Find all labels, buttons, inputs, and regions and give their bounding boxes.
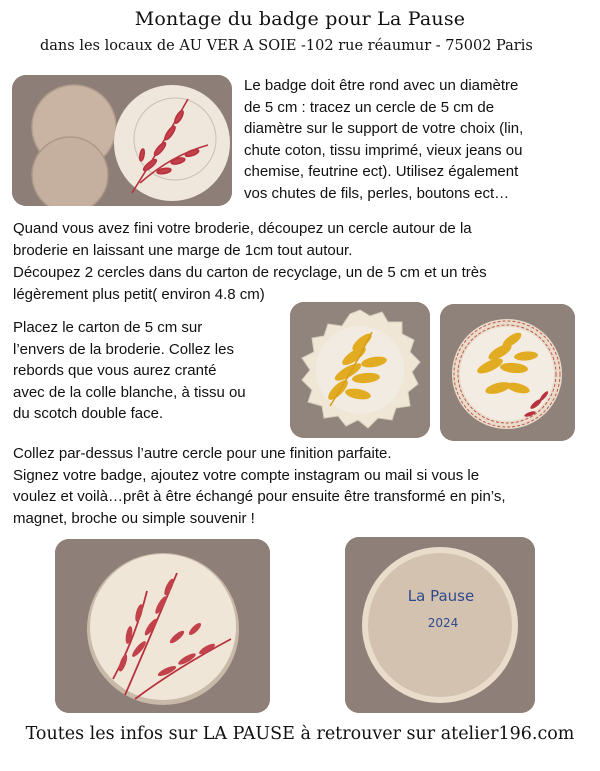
glue-paragraph xyxy=(13,317,280,425)
page-subtitle: dans les locaux de AU VER A SOIE -102 rue réaumur - 75002 Paris xyxy=(40,38,533,54)
glue-line: du scotch double face. xyxy=(13,405,164,422)
signature-year-text: 2024 xyxy=(427,616,459,630)
finish-line: voulez et voilà…prêt à être échangé pour ensuite être transformé en pin’s, xyxy=(13,488,506,505)
glue-line: Placez le carton de 5 cm sur xyxy=(13,319,203,336)
glue-line: rebords que vous aurez cranté xyxy=(13,362,217,379)
photo-badge-back-signed xyxy=(345,537,535,713)
photo-finished-badge-front xyxy=(55,539,270,713)
cut-paragraph xyxy=(13,218,588,261)
page-title: Montage du badge pour La Pause xyxy=(134,8,466,30)
cardboard-paragraph xyxy=(13,262,588,305)
photo-glued-badge xyxy=(440,304,575,441)
cardboard-line: Découpez 2 cercles dans du carton de recyclage, un de 5 cm et un très xyxy=(13,264,487,281)
photo-notched-fabric xyxy=(290,302,430,438)
signature-name-text: La Pause xyxy=(407,587,475,605)
photo-cardboard-and-embroidery xyxy=(12,75,232,206)
cut-line: Quand vous avez fini votre broderie, découpez un cercle autour de la xyxy=(13,220,472,237)
glue-line: l’envers de la broderie. Collez les xyxy=(13,340,234,358)
intro-line: Le badge doit être rond avec un diamètre xyxy=(244,77,519,94)
footer-text: Toutes les infos sur LA PAUSE à retrouver sur atelier196.com xyxy=(25,724,575,744)
intro-line: diamètre sur le support de votre choix (lin, xyxy=(244,120,524,137)
intro-line: de 5 cm : tracez un cercle de 5 cm de xyxy=(244,98,495,116)
intro-line: chemise, feutrine ect). Utilisez également xyxy=(244,163,519,180)
finish-line: Signez votre badge, ajoutez votre compte instagram ou mail si vous le xyxy=(13,466,480,484)
cardboard-line: légèrement plus petit( environ 4.8 cm) xyxy=(13,285,265,303)
intro-paragraph xyxy=(244,75,577,204)
finish-paragraph xyxy=(13,443,588,529)
finish-line: Collez par-dessus l’autre cercle pour une finition parfaite. xyxy=(13,445,392,462)
intro-line: vos chutes de fils, perles, boutons ect… xyxy=(244,184,510,202)
intro-line: chute coton, tissu imprimé, vieux jeans ou xyxy=(244,141,523,159)
glue-line: avec de la colle blanche, à tissu ou xyxy=(13,383,246,401)
finish-line: magnet, broche ou simple souvenir ! xyxy=(13,509,255,527)
cut-line: broderie en laissant une marge de 1cm tout autour. xyxy=(13,241,353,259)
